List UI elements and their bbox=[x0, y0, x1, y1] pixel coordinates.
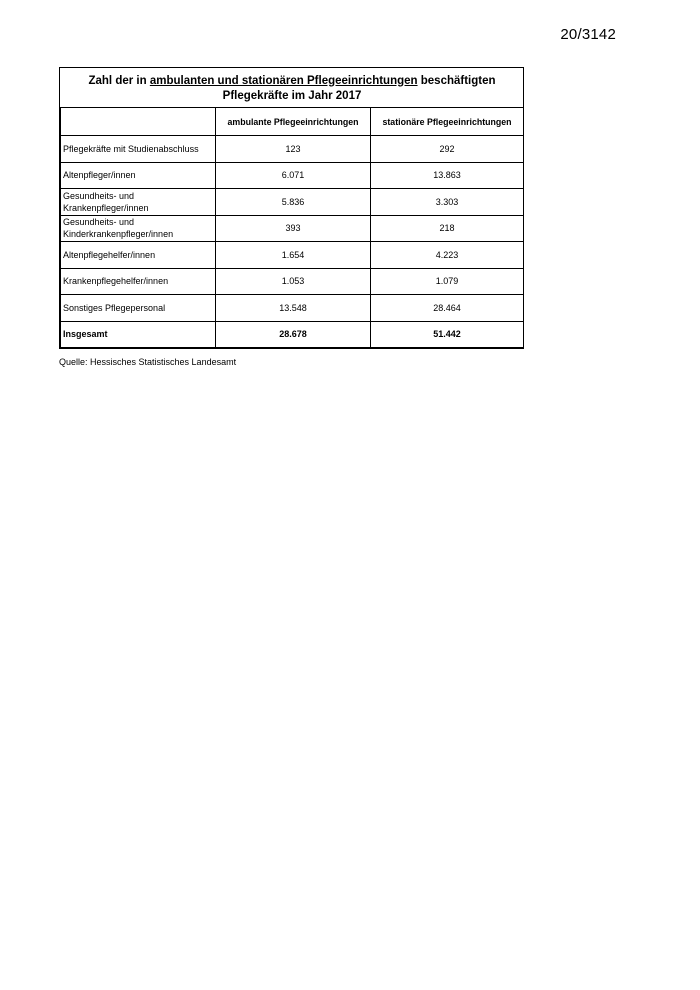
row-label: Krankenpflegehelfer/innen bbox=[61, 268, 216, 295]
header-empty bbox=[61, 108, 216, 136]
title-part1: Zahl der in bbox=[88, 74, 150, 87]
table-title bbox=[61, 68, 524, 108]
row-label: Altenpfleger/innen bbox=[61, 162, 216, 189]
cell-stationaer: 28.464 bbox=[371, 295, 524, 322]
row-label: Altenpflegehelfer/innen bbox=[61, 242, 216, 269]
cell-ambulant: 1.053 bbox=[216, 268, 371, 295]
total-row bbox=[61, 321, 524, 348]
title-part3: beschäftigten bbox=[417, 74, 496, 87]
table-row bbox=[61, 295, 524, 322]
cell-stationaer: 218 bbox=[371, 215, 524, 242]
staff-table-container bbox=[59, 67, 524, 349]
cell-ambulant: 13.548 bbox=[216, 295, 371, 322]
row-label: Pflegekräfte mit Studienabschluss bbox=[61, 136, 216, 163]
cell-stationaer: 4.223 bbox=[371, 242, 524, 269]
total-ambulant: 28.678 bbox=[216, 321, 371, 348]
table-row bbox=[61, 189, 524, 216]
cell-stationaer: 1.079 bbox=[371, 268, 524, 295]
document-number: 20/3142 bbox=[560, 26, 616, 43]
cell-ambulant: 5.836 bbox=[216, 189, 371, 216]
row-label: Gesundheits- und Krankenpfleger/innen bbox=[61, 189, 216, 216]
row-label: Gesundheits- und Kinderkrankenpfleger/innen bbox=[61, 215, 216, 242]
cell-ambulant: 6.071 bbox=[216, 162, 371, 189]
cell-ambulant: 393 bbox=[216, 215, 371, 242]
table-row bbox=[61, 136, 524, 163]
table-row bbox=[61, 215, 524, 242]
header-stationaer: stationäre Pflegeeinrichtungen bbox=[371, 108, 524, 136]
cell-ambulant: 123 bbox=[216, 136, 371, 163]
table-row bbox=[61, 162, 524, 189]
row-label: Sonstiges Pflegepersonal bbox=[61, 295, 216, 322]
staff-table bbox=[60, 68, 524, 348]
table-row bbox=[61, 268, 524, 295]
table-row bbox=[61, 242, 524, 269]
title-underlined: ambulanten und stationären Pflegeeinrichtungen bbox=[149, 74, 418, 87]
header-row bbox=[61, 108, 524, 136]
cell-ambulant: 1.654 bbox=[216, 242, 371, 269]
header-ambulant: ambulante Pflegeeinrichtungen bbox=[216, 108, 371, 136]
cell-stationaer: 13.863 bbox=[371, 162, 524, 189]
total-stationaer: 51.442 bbox=[371, 321, 524, 348]
source-note: Quelle: Hessisches Statistisches Landesamt bbox=[59, 357, 237, 367]
cell-stationaer: 3.303 bbox=[371, 189, 524, 216]
total-label: Insgesamt bbox=[61, 321, 216, 348]
title-line2: Pflegekräfte im Jahr 2017 bbox=[222, 89, 362, 102]
cell-stationaer: 292 bbox=[371, 136, 524, 163]
